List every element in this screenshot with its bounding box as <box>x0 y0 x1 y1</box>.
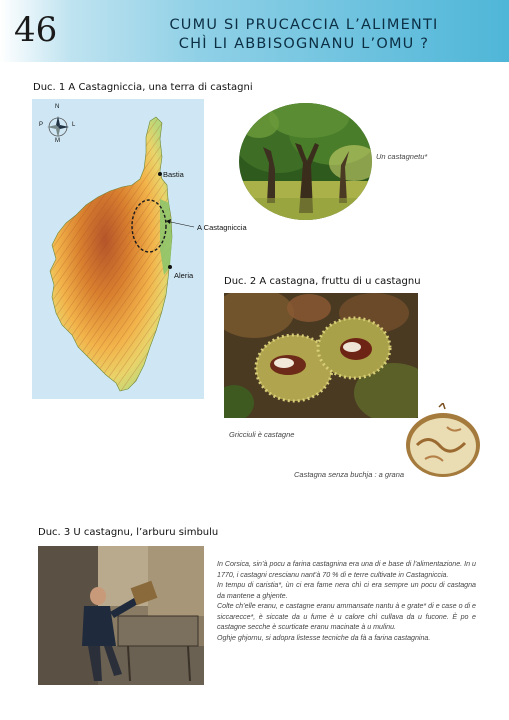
tree-photo-caption: Un castagnetu* <box>376 152 428 161</box>
doc3-paragraph-2: In tempu di caristia*, ùn ci era fame nera chì ci era sempre un pocu di castagna da mantene a ghjente. <box>217 581 476 600</box>
peeled-chestnut-caption: Castagna senza buchja : a grana <box>294 470 405 479</box>
chestnut-burrs-photo <box>224 293 418 418</box>
page-number: 46 <box>14 10 58 50</box>
peeled-chestnut-image <box>403 403 483 481</box>
compass-north-label: N <box>55 104 60 110</box>
chestnut-drying-photo <box>38 546 204 685</box>
page-header <box>0 0 509 62</box>
aleria-dot <box>168 265 172 269</box>
doc3-paragraph-4: Oghje ghjornu, si adopra listesse tecniche da fà a farina castagnina. <box>217 633 431 642</box>
doc1-caption: Duc. 1 A Castagniccia, una terra di castagni <box>33 82 253 93</box>
doc3-paragraph-3: Colte ch’elle eranu, e castagne eranu ammansate nantu à e grate* di e case o di e siccarecce*, è siccate da u fume è u calore chì cullava da u fucone. È po e castagne secche è scurticate eranu macinate à u mulinu. <box>217 602 476 631</box>
doc2-caption: Duc. 2 A castagna, fruttu di u castagnu <box>224 276 421 287</box>
doc3-caption: Duc. 3 U castagnu, l’arburu simbulu <box>38 527 219 538</box>
burrs-photo-caption: Gricciuli è castagne <box>229 430 295 439</box>
page-title-line-2: CHÌ LI ABBISOGNANU L’OMU ? <box>178 36 430 52</box>
compass-west-label: P <box>39 122 44 128</box>
compass-east-label: L <box>72 122 76 128</box>
compass-south-label: M <box>55 138 60 144</box>
chestnut-grove-photo <box>239 103 372 220</box>
castagniccia-label: A Castagniccia <box>197 223 247 232</box>
aleria-label: Aleria <box>174 271 194 280</box>
doc3-text <box>217 559 476 643</box>
page-title-line-1: CUMU SI PRUCACCIA L’ALIMENTI <box>169 17 439 33</box>
bastia-dot <box>158 172 162 176</box>
bastia-label: Bastia <box>163 170 184 179</box>
doc3-paragraph-1: In Corsica, sin’à pocu a farina castagnina era una di e base di l’alimentazione. In u 1770, i castagni crescianu nant’à 70 % di e terre cultivate in Castagniccia. <box>217 560 476 579</box>
